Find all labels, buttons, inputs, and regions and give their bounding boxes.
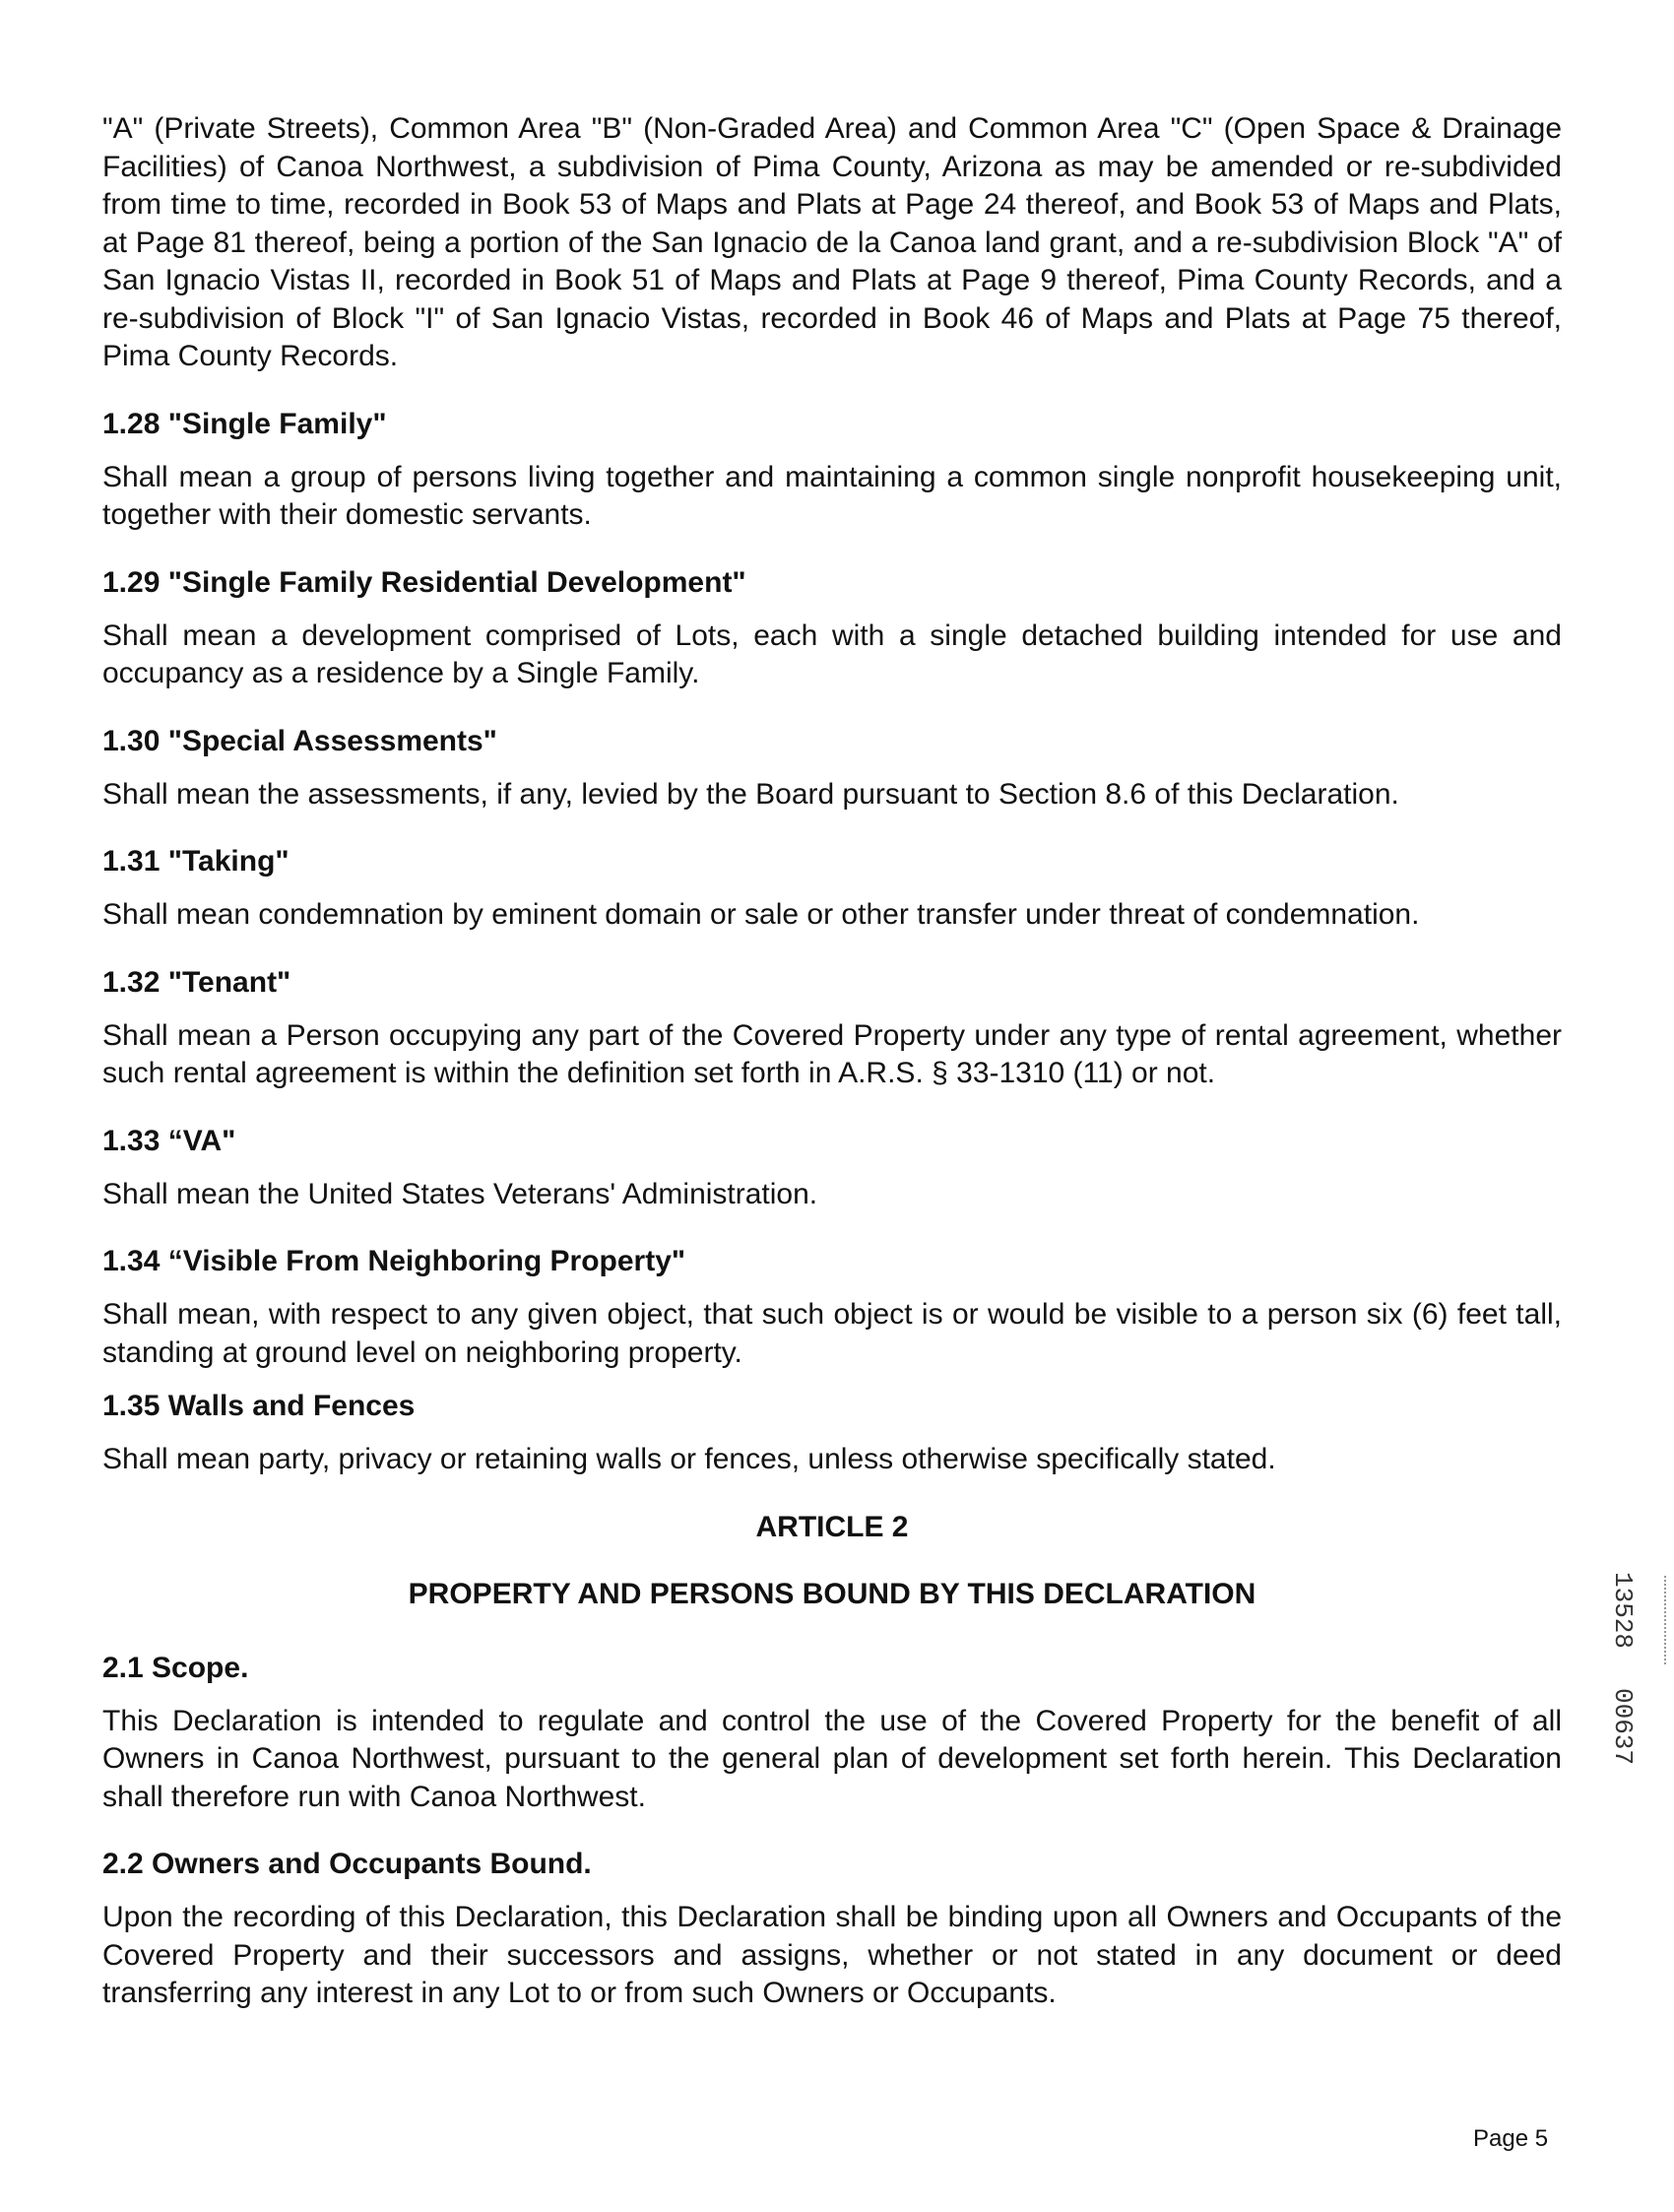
- section-2-2: [102, 1846, 1562, 2013]
- section-text: This Declaration is intended to regulate and control the use of the Covered Property for the benefit of all Owners in Canoa Northwest, pursuant to the general plan of development set forth herein. This Declaration shall therefore run with Canoa Northwest.: [102, 1704, 1562, 1813]
- definition-heading: 1.32 "Tenant": [102, 965, 291, 999]
- definition-heading: 1.35 Walls and Fences: [102, 1390, 416, 1422]
- definition-text: Shall mean party, privacy or retaining walls or fences, unless otherwise specifically stated.: [102, 1443, 1276, 1475]
- definition-text: Shall mean a group of persons living together and maintaining a common single nonprofit housekeeping unit, together with their domestic servants.: [102, 460, 1562, 531]
- article-number: ARTICLE 2: [755, 1510, 909, 1543]
- definition-heading: 1.29 "Single Family Residential Development": [102, 565, 746, 599]
- definition-heading: 1.30 "Special Assessments": [102, 724, 497, 757]
- page-number: Page 5: [1473, 2125, 1549, 2152]
- recording-stamp: [1608, 1572, 1641, 1766]
- definition-heading: 1.28 "Single Family": [102, 407, 387, 440]
- stamp-line-1: 13528: [1608, 1572, 1638, 1650]
- definition-text: Shall mean the United States Veterans' Administration.: [102, 1177, 818, 1210]
- stamp-line-2: 00637: [1608, 1688, 1638, 1766]
- definition-1-33: [102, 1123, 1562, 1214]
- definition-heading: 1.31 "Taking": [102, 845, 290, 878]
- definition-1-31: [102, 843, 1562, 935]
- definition-1-28: [102, 406, 1562, 535]
- definition-heading: 1.34 “Visible From Neighboring Property": [102, 1245, 686, 1277]
- definition-1-29: [102, 564, 1562, 693]
- document-page: [102, 110, 1562, 2013]
- definition-1-32: [102, 964, 1562, 1093]
- definition-text: Shall mean the assessments, if any, levied by the Board pursuant to Section 8.6 of this Declaration.: [102, 777, 1399, 811]
- definition-text: Shall mean a Person occupying any part of the Covered Property under any type of rental agreement, whether such rental agreement is within the definition set forth in A.R.S. § 33-1310 (11) or not.: [102, 1018, 1562, 1089]
- margin-dotted-line: [1664, 1576, 1667, 1664]
- definition-text: Shall mean, with respect to any given object, that such object is or would be visible to a person six (6) feet tall, standing at ground level on neighboring property.: [102, 1298, 1562, 1369]
- definition-heading: 1.33 “VA": [102, 1124, 236, 1157]
- intro-paragraph: "A" (Private Streets), Common Area "B" (Non-Graded Area) and Common Area "C" (Open Space & Drainage Facilities) of Canoa Northwest, a subdivision of Pima County, Arizona as may be amended or re-subdivided from time to time, recorded in Book 53 of Maps and Plats at Page 24 thereof, and Book 53 of Maps and Plats, at Page 81 thereof, being a portion of the San Ignacio de la Canoa land grant, and a re-subdivision Block "A" of San Ignacio Vistas II, recorded in Book 51 of Maps and Plats at Page 9 thereof, Pima County Records, and a re-subdivision of Block "I" of San Ignacio Vistas, recorded in Book 46 of Maps and Plats at Page 75 thereof, Pima County Records.: [102, 112, 1562, 372]
- section-heading: 2.2 Owners and Occupants Bound.: [102, 1848, 592, 1880]
- definition-1-34: [102, 1243, 1562, 1372]
- definition-1-30: [102, 723, 1562, 814]
- definition-text: Shall mean condemnation by eminent domain or sale or other transfer under threat of condemnation.: [102, 898, 1420, 931]
- section-heading: 2.1 Scope.: [102, 1651, 249, 1684]
- definition-text: Shall mean a development comprised of Lots, each with a single detached building intended for use and occupancy as a residence by a Single Family.: [102, 618, 1562, 689]
- article-title: PROPERTY AND PERSONS BOUND BY THIS DECLARATION: [408, 1578, 1256, 1610]
- definition-1-35: [102, 1388, 1562, 1479]
- section-2-1: [102, 1650, 1562, 1817]
- section-text: Upon the recording of this Declaration, this Declaration shall be binding upon all Owners and Occupants of the Covered Property and their successors and assigns, whether or not stated in any document or deed transferring any interest in any Lot to or from such Owners or Occupants.: [102, 1901, 1562, 2009]
